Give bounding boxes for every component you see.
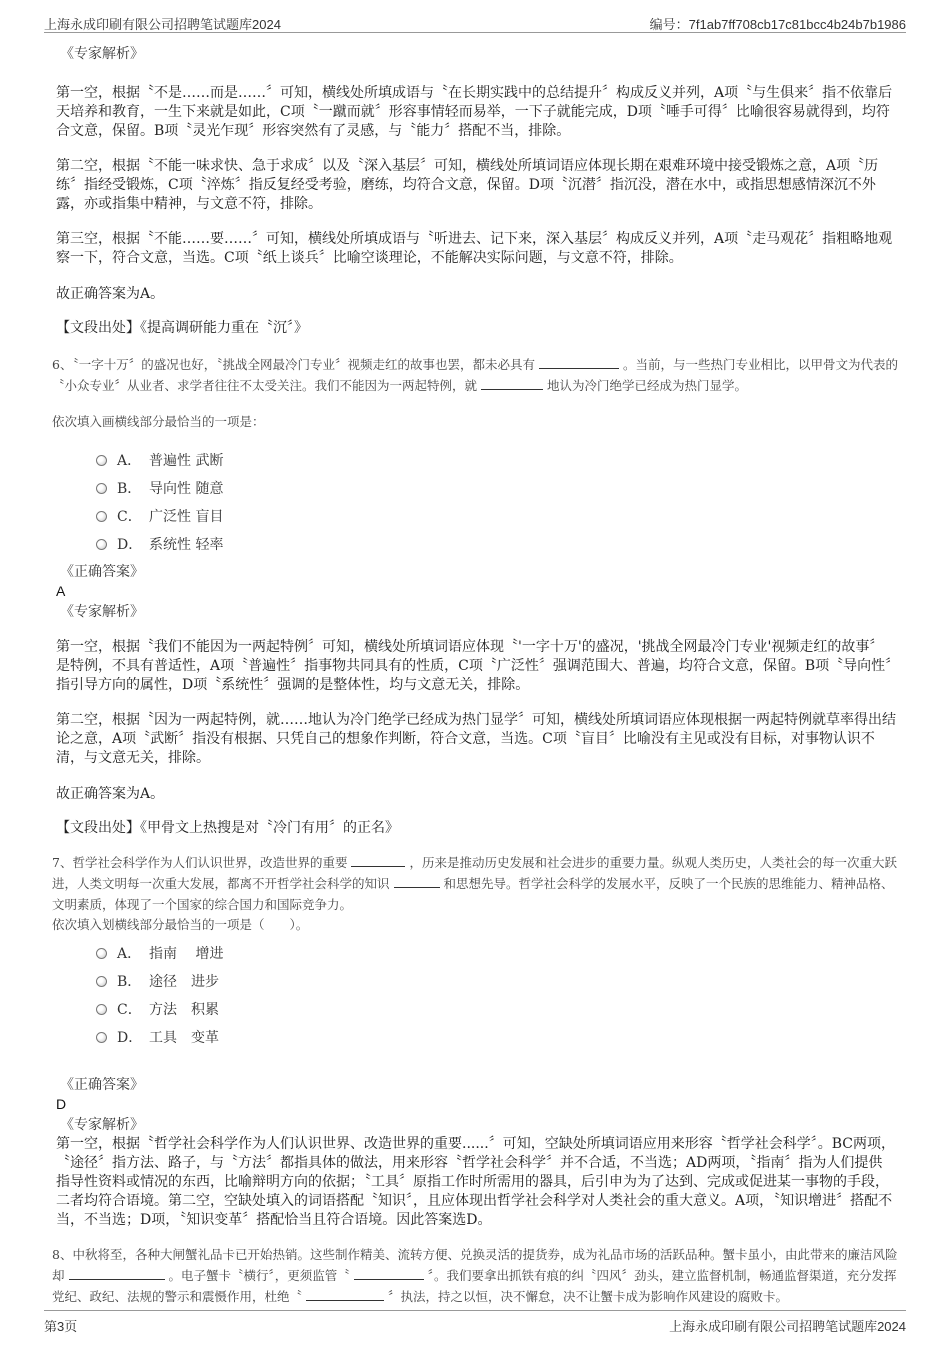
answer-blank — [394, 887, 440, 888]
expert-analysis-label: 《专家解析》 — [60, 46, 144, 62]
analysis-paragraph: 第一空，根据〝不是……而是……〞可知，横线处所填成语与〝在长期实践中的总结提升〞构成反义并列，A项〝与生俱来〞指不依靠后天培养和教育，一生下来就是如此，C项〝一蹴而就〞形容事情轻而易举，一下子就能完成，D项〝唾手可得〞比喻很容易就得到，均符合文意，保留。B项〝灵光乍现〞形容突然有了灵感，与〝能力〞搭配不当，排除。 — [56, 85, 893, 139]
option-c[interactable]: C． 广泛性 盲目 — [96, 502, 896, 530]
radio-button-icon[interactable] — [96, 948, 107, 959]
radio-button-icon[interactable] — [96, 483, 107, 494]
option-c[interactable]: C． 方法 积累 — [96, 995, 896, 1023]
answer-blank — [69, 1279, 165, 1280]
question-7-stem: 7、哲学社会科学作为人们认识世界，改造世界的重要 ，历来是推动历史发展和社会进步的重要力量。纵观人类历史，人类社会的每一次重大跃进，人类文明每一次重大发展，都离不开哲学社会科学的知识 和思想先导。哲学社会科学的发展水平，反映了一个民族的思维能力、精神品格、文明素质，体现了一个国家的综合国力和国际竞争力。 — [52, 855, 897, 912]
passage-source: 【文段出处】《甲骨文上热搜是对〝冷门有用〞的正名》 — [56, 820, 399, 836]
page-number: 第3页 — [44, 1319, 78, 1334]
question-7-options — [96, 939, 896, 1051]
analysis-paragraph: 第二空，根据〝不能一味求快、急于求成〞以及〝深入基层〞可知，横线处所填词语应体现长期在艰难环境中接受锻炼之意，A项〝历练〞指经受锻炼，C项〝淬炼〞指反复经受考验，磨练，均符合文意，保留。D项〝沉潜〞指沉没，潜在水中，或指思想感情深沉不外露，亦或指集中精神，与文意不符，排除。 — [56, 158, 879, 212]
option-b[interactable]: B． 途径 进步 — [96, 967, 896, 995]
header-company-title: 上海永成印刷有限公司招聘笔试题库2024 — [44, 17, 281, 32]
radio-button-icon[interactable] — [96, 455, 107, 466]
analysis-paragraph: 第一空，根据〝哲学社会科学作为人们认识世界、改造世界的重要......〞可知，空缺处所填词语应用来形容〝哲学社会科学〞。BC两项，〝途径〞指方法、路子，与〝方法〞都指具体的做法，用来形容〝哲学社会科学〞并不合适，不当选；AD两项，〝指南〞指为人们提供指导性资料或情况的东西，比喻辩明方向的依据；〝工具〞原指工作时所需用的器具，后引申为为了达到、完成或促进某一事物的手段，二者均符合语境。第二空，空缺处填入的词语搭配〝知识〞，且应体现出哲学社会科学对人类社会的重大意义。A项，〝知识增进〞搭配不当，不当选；D项，〝知识变革〞搭配恰当且符合语境。因此答案选D。 — [56, 1136, 895, 1228]
radio-button-icon[interactable] — [96, 1032, 107, 1043]
analysis-paragraph: 第三空，根据〝不能……要……〞可知，横线处所填成语与〝听进去、记下来，深入基层〞构成反义并列，A项〝走马观花〞指粗略地观察一下，符合文意，当选。C项〝纸上谈兵〞比喻空谈理论，不能解决实际问题，与文意不符，排除。 — [56, 231, 893, 266]
correct-answer-label: 《正确答案》 — [60, 1077, 144, 1093]
analysis-paragraph: 第二空，根据〝因为一两起特例，就……地认为冷门绝学已经成为热门显学〞可知，横线处所填词语应体现根据一两起特例就草率得出结论之意，A项〝武断〞指没有根据、只凭自己的想象作判断，符合文意，当选。C项〝盲目〞比喻没有主见或没有目标，对事物认识不清，与文意无关，排除。 — [56, 712, 896, 766]
answer-blank — [354, 1279, 424, 1280]
answer-blank — [481, 389, 543, 390]
final-answer-statement: 故正确答案为A。 — [56, 286, 165, 302]
passage-source: 【文段出处】《提高调研能力重在〝沉〞》 — [56, 320, 308, 336]
answer-blank — [539, 368, 619, 369]
page-header — [44, 10, 906, 33]
page-content — [52, 40, 898, 1307]
answer-blank — [306, 1300, 384, 1301]
radio-button-icon[interactable] — [96, 539, 107, 550]
option-d[interactable]: D． 系统性 轻率 — [96, 530, 896, 558]
option-a[interactable]: A． 指南 增进 — [96, 939, 896, 967]
page-footer — [44, 1310, 906, 1335]
radio-button-icon[interactable] — [96, 1004, 107, 1015]
correct-answer: A — [56, 583, 66, 599]
footer-company-title: 上海永成印刷有限公司招聘笔试题库2024 — [669, 1319, 906, 1334]
radio-button-icon[interactable] — [96, 511, 107, 522]
analysis-paragraph: 第一空，根据〝我们不能因为一两起特例〞可知，横线处所填词语应体现〝'一字十万'的盛况，'挑战全网最冷门专业'视频走红的故事〞是特例，不具有普适性，A项〝普遍性〞指事物共同具有的性质，C项〝广泛性〞强调范围大、普遍，均符合文意，保留。B项〝导向性〞指引导方向的属性，D项〝系统性〞强调的是整体性，均与文意无关，排除。 — [56, 639, 893, 693]
question-7-instruction: 依次填入划横线部分最恰当的一项是（ ）。 — [52, 917, 309, 932]
final-answer-statement: 故正确答案为A。 — [56, 786, 165, 802]
question-6-instruction: 依次填入画横线部分最恰当的一项是： — [52, 414, 265, 429]
answer-blank — [351, 866, 405, 867]
option-d[interactable]: D． 工具 变革 — [96, 1023, 896, 1051]
question-8-stem: 8、中秋将至，各种大闸蟹礼品卡已开始热销。这些制作精美、流转方便、兑换灵活的提货券，成为礼品市场的活跃品种。蟹卡虽小，由此带来的廉洁风险却 。电子蟹卡〝横行〞，更须监管〝 〞。我们要拿出抓铁有痕的纠〝四风〞劲头，建立监督机制，畅通监督渠道，充分发挥党纪、政纪、法规的警示和震慑作用，杜绝〝 〞执法，持之以恒，决不懈怠，决不让蟹卡成为影响作风建设的腐败卡。 — [52, 1247, 898, 1304]
option-b[interactable]: B． 导向性 随意 — [96, 474, 896, 502]
correct-answer-label: 《正确答案》 — [60, 564, 144, 580]
radio-button-icon[interactable] — [96, 976, 107, 987]
option-a[interactable]: A． 普遍性 武断 — [96, 446, 896, 474]
question-6-options — [96, 446, 896, 558]
expert-analysis-label: 《专家解析》 — [60, 1117, 144, 1133]
question-6-stem: 6、〝一字十万〞的盛况也好，〝挑战全网最冷门专业〞视频走红的故事也罢，都未必具有 。当前，与一些热门专业相比，以甲骨文为代表的〝小众专业〞从业者、求学者往往不太受关注。我们不能因为一两起特例，就 地认为冷门绝学已经成为热门显学。 — [52, 357, 898, 393]
header-document-id: 编号：7f1ab7ff708cb17c81bcc4b24b7b1986 — [649, 17, 906, 32]
expert-analysis-label: 《专家解析》 — [60, 604, 144, 620]
correct-answer: D — [56, 1096, 67, 1112]
